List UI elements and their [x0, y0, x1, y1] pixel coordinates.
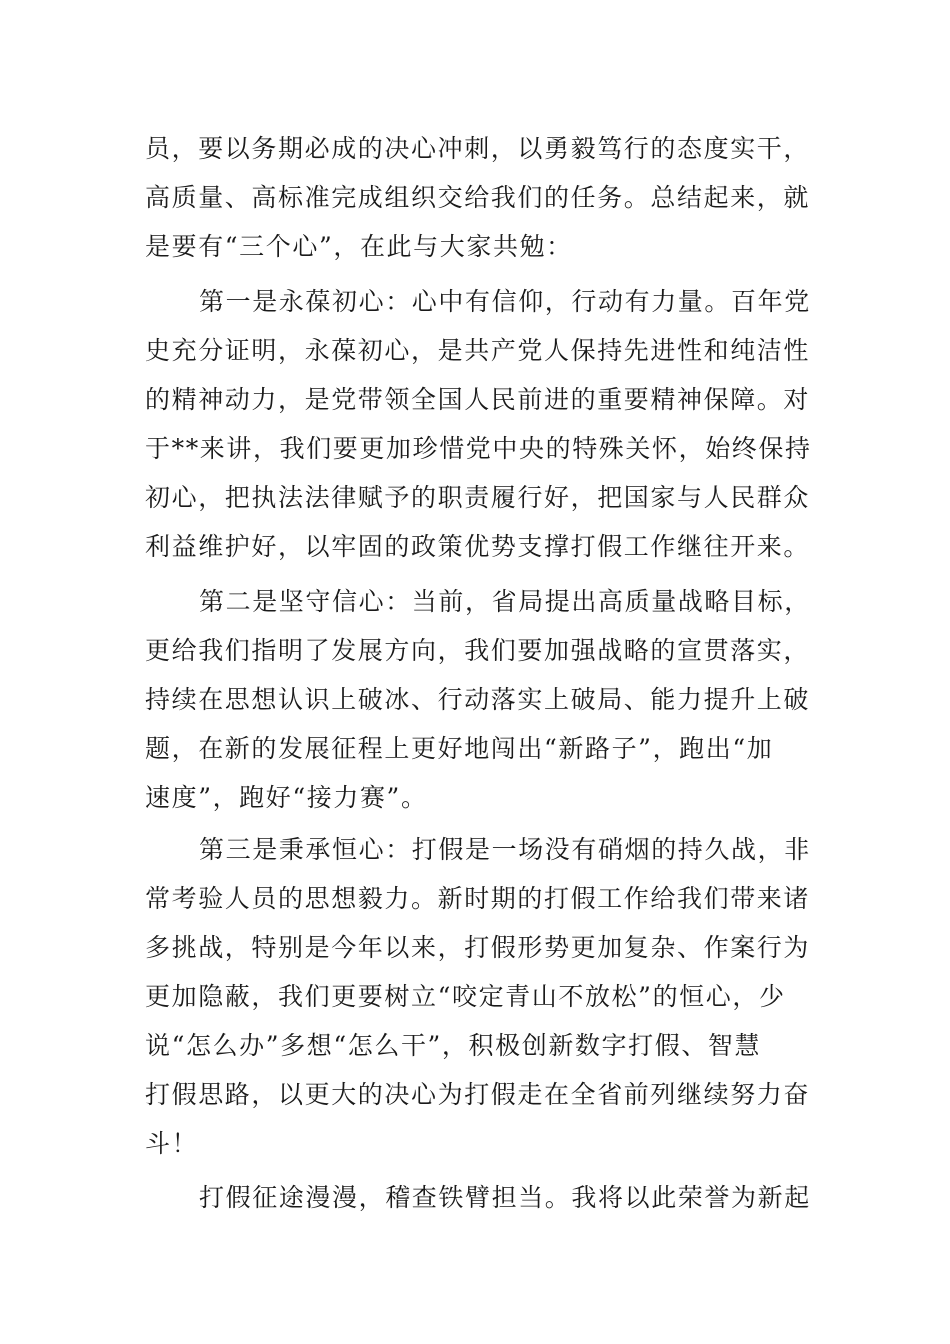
- text-line: 题，在新的发展征程上更好地闯出“新路子”，跑出“加: [145, 734, 774, 763]
- text-line: 持续在思想认识上破冰、行动落实上破局、能力提升上破: [145, 685, 811, 714]
- text-line: 斗！: [145, 1129, 199, 1158]
- text-line: 打假征途漫漫，稽查铁臂担当。我将以此荣誉为新起: [199, 1183, 811, 1212]
- text-line: 于**来讲，我们要更加珍惜党中央的特殊关怀，始终保持: [145, 434, 812, 463]
- text-line: 高质量、高标准完成组织交给我们的任务。总结起来，就: [145, 183, 811, 212]
- text-line: 第一是永葆初心：心中有信仰，行动有力量。百年党: [199, 287, 811, 316]
- paragraph-second: [145, 577, 810, 822]
- text-line: 史充分证明，永葆初心，是共产党人保持先进性和纯洁性: [145, 336, 811, 365]
- text-line: 多挑战，特别是今年以来，打假形势更加复杂、作案行为: [145, 933, 811, 962]
- text-line: 利益维护好，以牢固的政策优势支撑打假工作继往开来。: [145, 532, 811, 561]
- text-line: 说“怎么办”多想“怎么干”，积极创新数字打假、智慧: [145, 1031, 762, 1060]
- text-line: 常考验人员的思想毅力。新时期的打假工作给我们带来诸: [145, 884, 811, 913]
- paragraph-intro: [145, 124, 810, 271]
- text-line: 员，要以务期必成的决心冲刺，以勇毅笃行的态度实干，: [145, 134, 811, 163]
- text-line: 更给我们指明了发展方向，我们要加强战略的宣贯落实，: [145, 636, 811, 665]
- text-line: 第三是秉承恒心：打假是一场没有硝烟的持久战，非: [199, 835, 811, 864]
- text-line: 初心，把执法法律赋予的职责履行好，把国家与人民群众: [145, 483, 811, 512]
- text-line: 是要有“三个心”，在此与大家共勉：: [145, 232, 573, 261]
- paragraph-closing: [145, 1173, 810, 1222]
- paragraph-first: [145, 277, 810, 571]
- text-line: 更加隐蔽，我们更要树立“咬定青山不放松”的恒心，少: [145, 982, 786, 1011]
- text-line: 的精神动力，是党带领全国人民前进的重要精神保障。对: [145, 385, 811, 414]
- text-line: 速度”，跑好“接力赛”。: [145, 783, 428, 812]
- text-line: 打假思路，以更大的决心为打假走在全省前列继续努力奋: [145, 1080, 811, 1109]
- text-line: 第二是坚守信心：当前，省局提出高质量战略目标，: [199, 587, 811, 616]
- paragraph-third: [145, 825, 810, 1168]
